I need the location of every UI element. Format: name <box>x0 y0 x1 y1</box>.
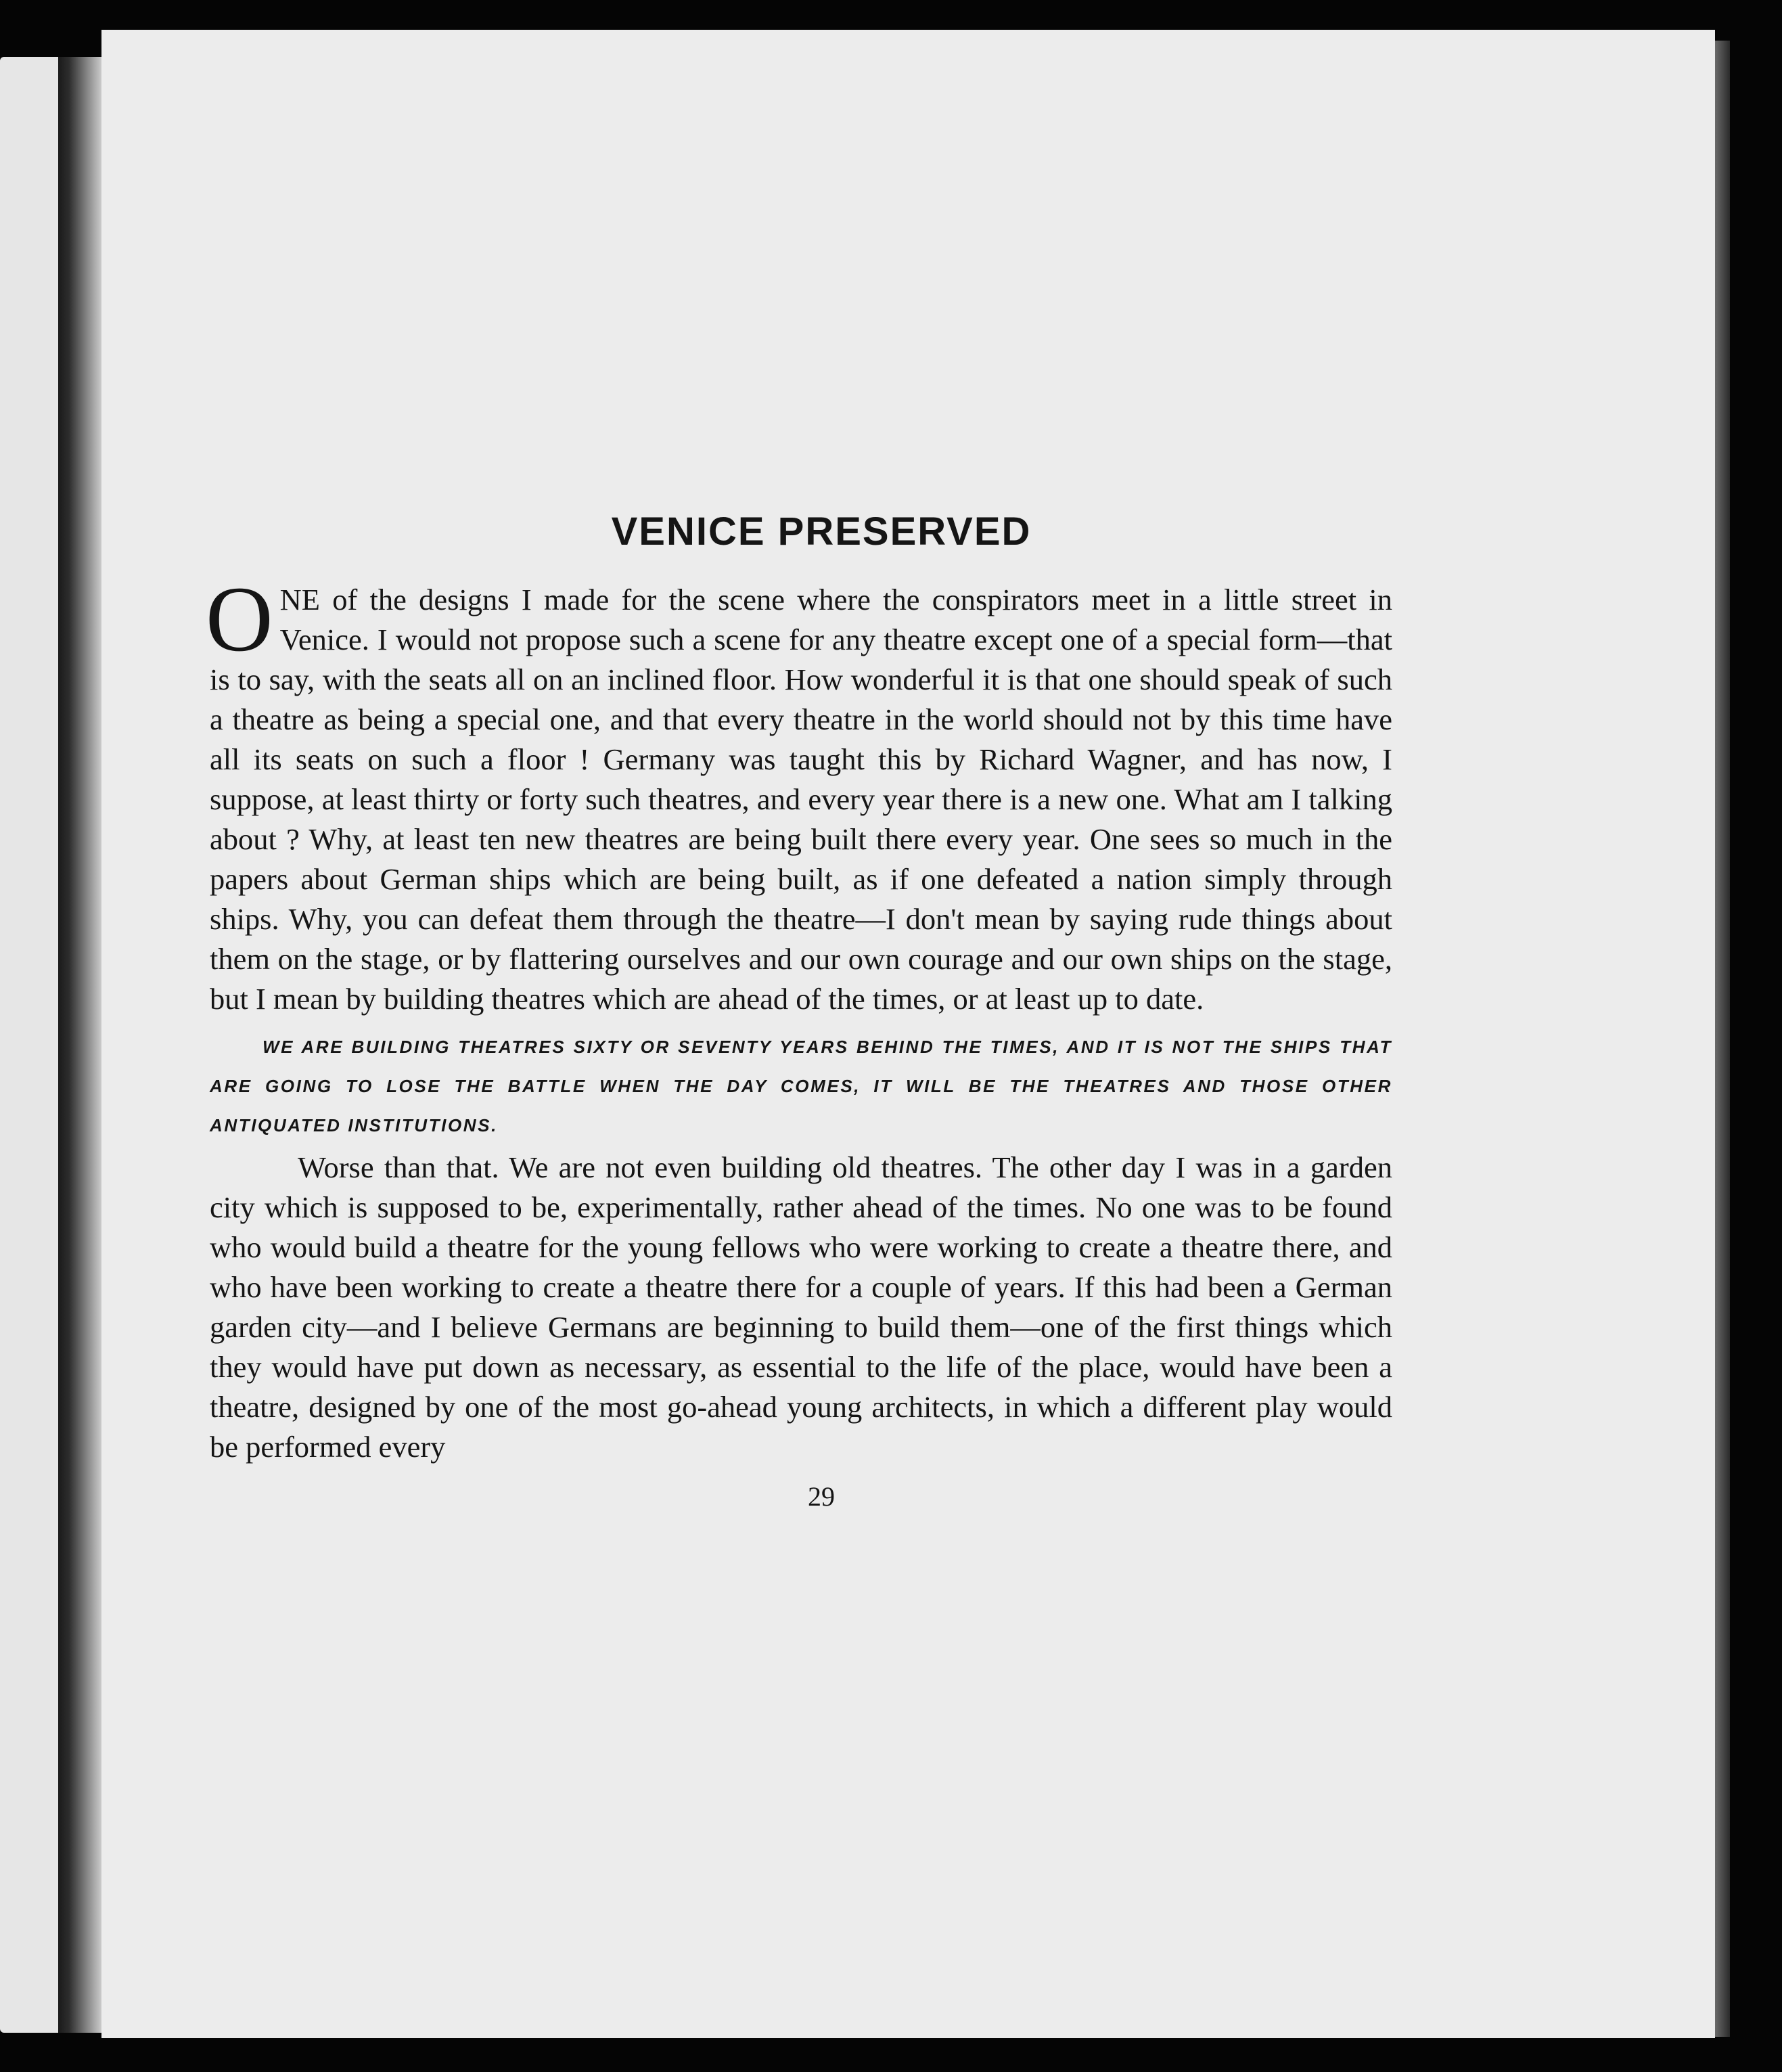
facing-page-edge <box>0 57 58 2033</box>
opening-paragraph <box>206 567 1392 1019</box>
drop-cap: O <box>206 567 273 671</box>
opening-paragraph-text: NE of the designs I made for the scene where the conspirators meet in a little street in Venice. I would not propose such a scene for any theatre except one of a special form—that is to say, with the seats all on an inclined floor. How wonderful it is that one should speak of such a theatre as being a special one, and that every theatre in the world should not by this time have all its seats on such a floor ! Germany was taught this by Richard Wagner, and has now, I suppose, at least thirty or forty such theatres, and every year there is a new one. What am I talking about ? Why, at least ten new theatres are being built there every year. One sees so much in the papers about German ships which are being built, as if one defeated a nation simply through ships. Why, you can defeat them through the theatre—I don't mean by saying rude things about them on the stage, or by flattering ourselves and our own courage and our own ships on the stage, but I mean by building theatres which are ahead of the times, or at least up to date. <box>210 583 1392 1016</box>
page-text <box>206 509 1392 1512</box>
emphasis-paragraph: WE ARE BUILDING THEATRES SIXTY OR SEVENTY YEARS BEHIND THE TIMES, AND IT IS NOT THE SHIPS THAT ARE GOING TO LOSE THE BATTLE WHEN THE DAY COMES, IT WILL BE THE THEATRES AND THOSE OTHER ANTIQUATED INSTITUTIONS. <box>210 1037 1392 1135</box>
page-edge-shadow <box>1715 41 1730 2037</box>
page-title: VENICE PRESERVED <box>611 510 1032 554</box>
closing-paragraph: Worse than that. We are not even building old theatres. The other day I was in a garden city which is supposed to be, experimentally, rather ahead of the times. No one was to be found who would build a theatre for the young fellows who were working to create a theatre there, and who have been working to create a theatre there for a couple of years. If this had been a German garden city—and I believe Germans are beginning to build them—one of the first things which they would have put down as necessary, as essential to the life of the place, would have been a theatre, designed by one of the most go-ahead young architects, in which a different play would be performed every <box>210 1150 1392 1464</box>
page-number: 29 <box>808 1481 835 1512</box>
